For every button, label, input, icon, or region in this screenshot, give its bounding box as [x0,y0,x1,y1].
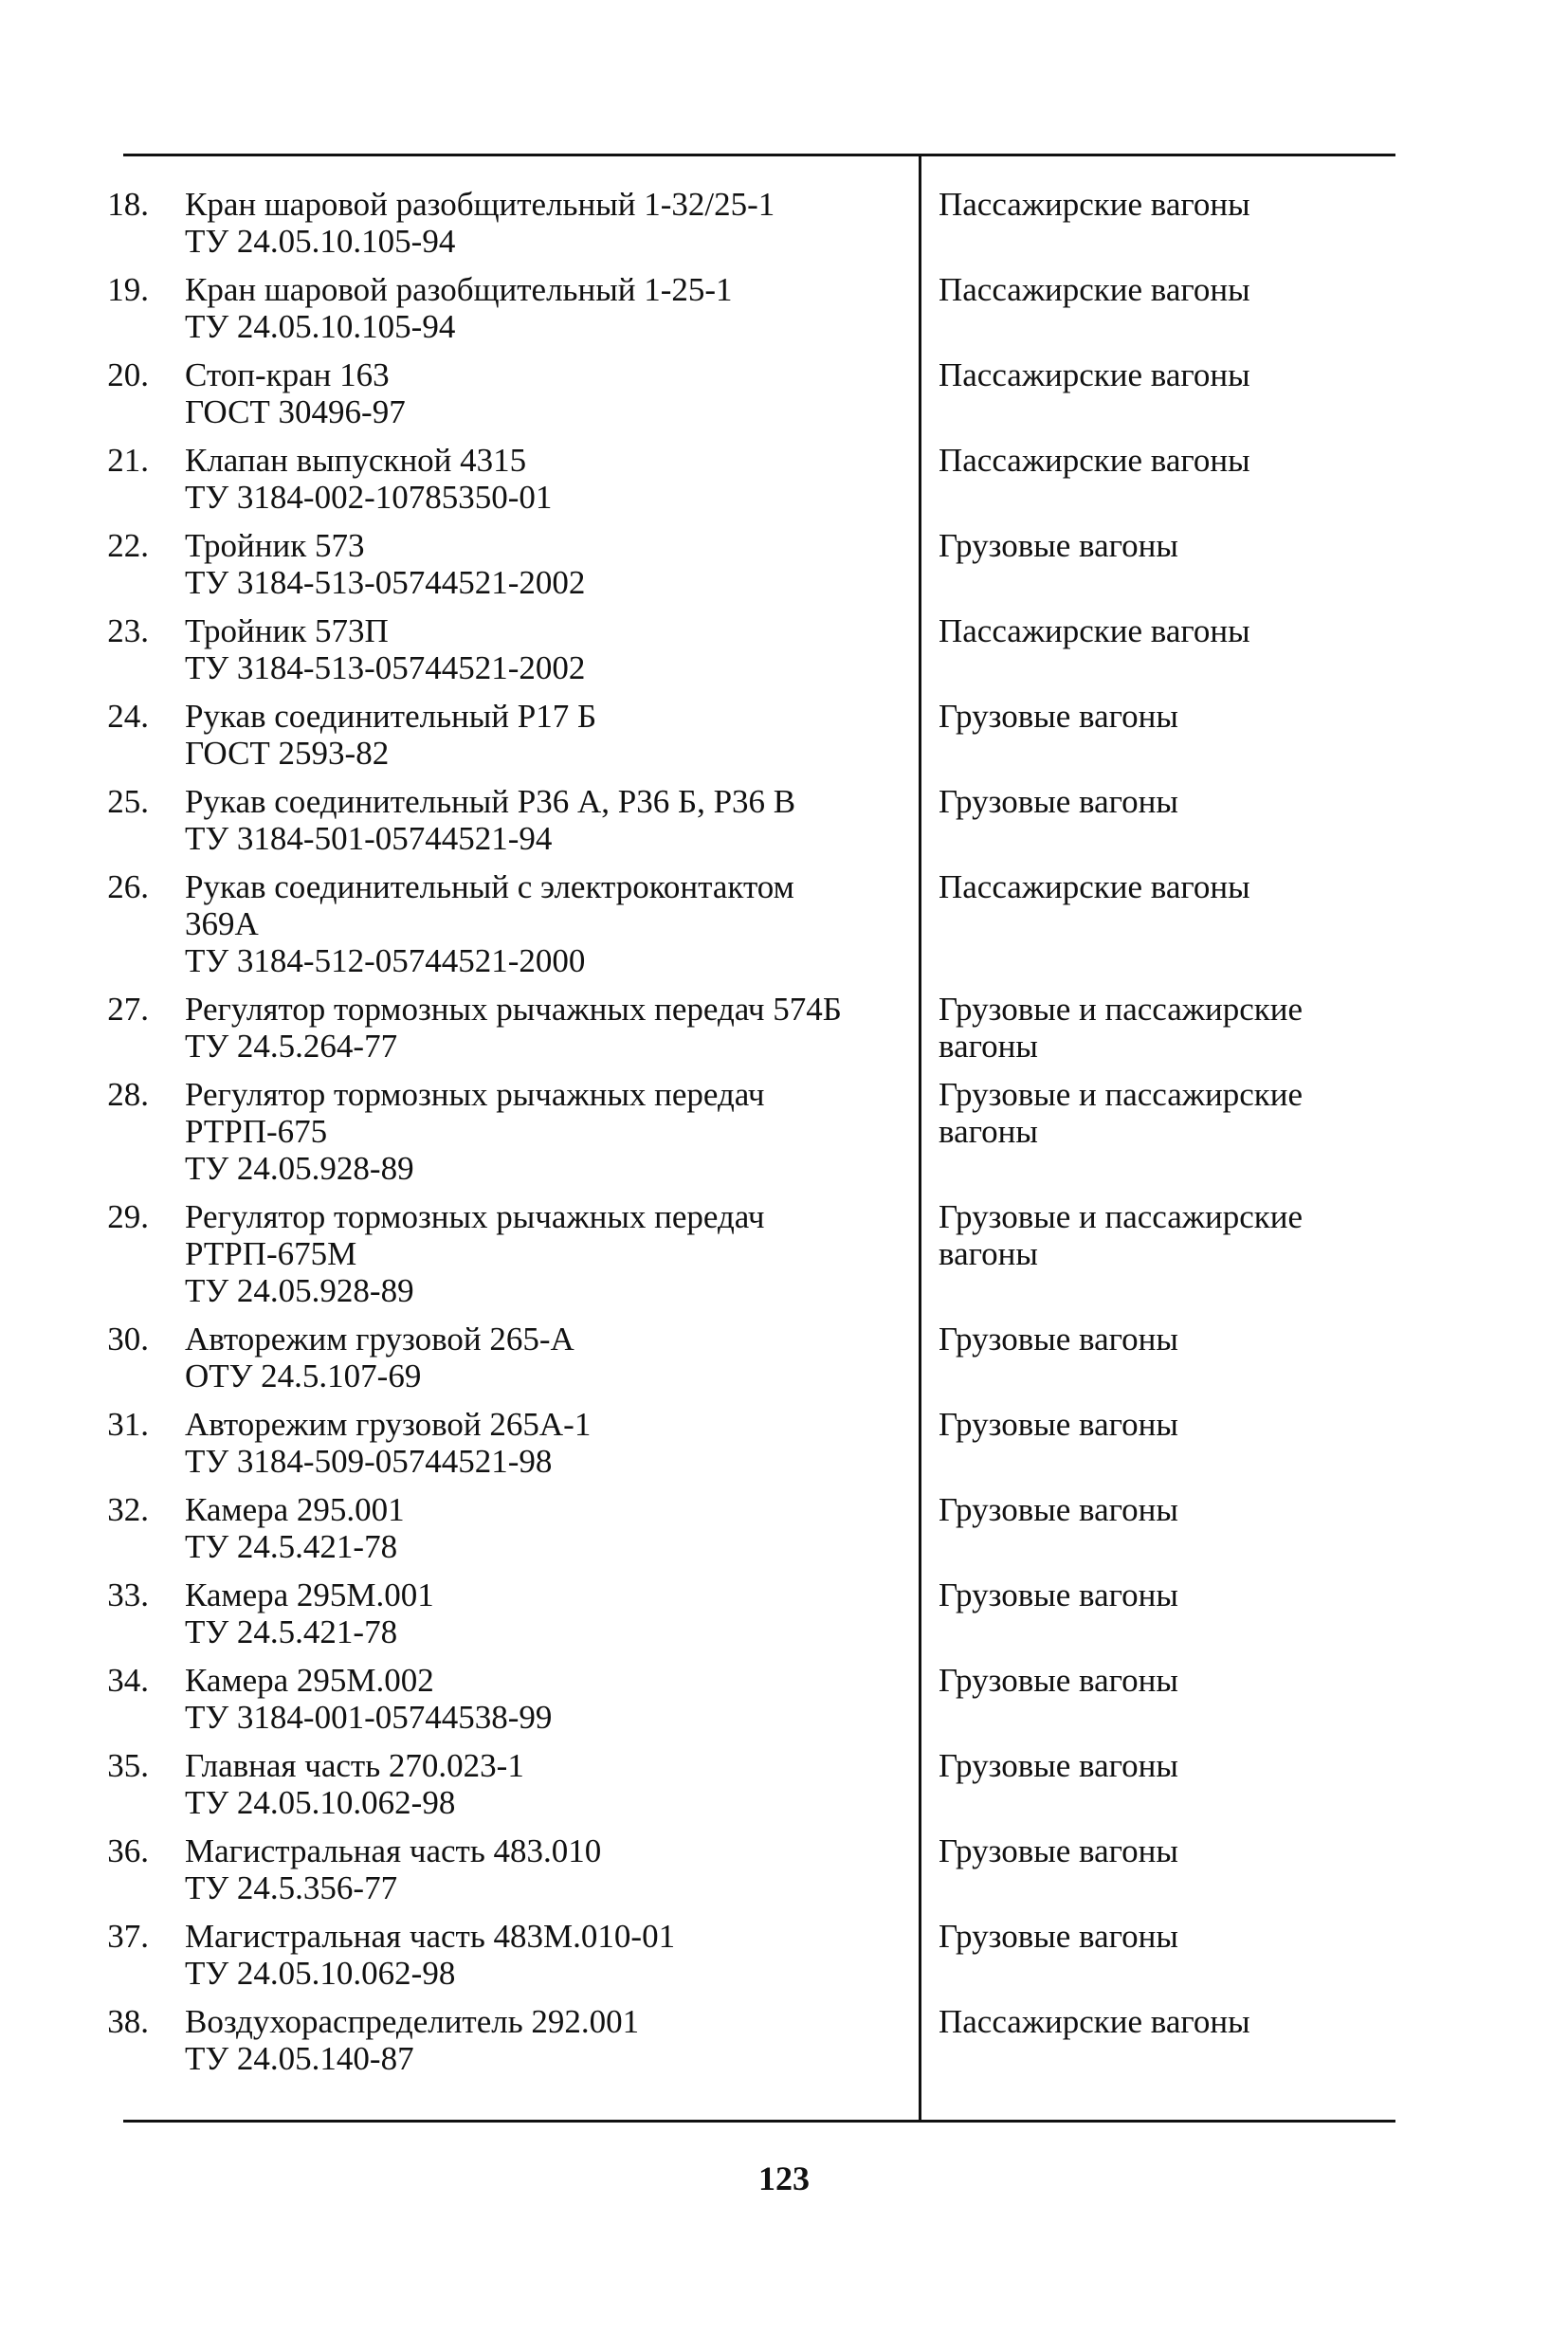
table-row [0,2003,1568,2077]
table-row [0,1918,1568,1992]
equipment-description: Кран шаровой разобщительный 1-32/25-1 ТУ 24.05.10.105-94 [185,186,775,260]
application-scope: Пассажирские вагоны [939,442,1250,479]
equipment-description: Регулятор тормозных рычажных передач 574Б ТУ 24.5.264-77 [185,991,842,1065]
equipment-description: Регулятор тормозных рычажных передач РТРП-675М ТУ 24.05.928-89 [185,1198,765,1309]
table-row [0,612,1568,686]
row-number: 21. [107,442,149,479]
application-scope: Грузовые вагоны [939,1832,1178,1869]
equipment-description: Тройник 573 ТУ 3184-513-05744521-2002 [185,527,586,601]
application-scope: Грузовые вагоны [939,1406,1178,1443]
application-scope: Пассажирские вагоны [939,356,1250,393]
table-row [0,1321,1568,1394]
row-number: 18. [107,186,149,223]
row-number: 34. [107,1662,149,1699]
equipment-description: Камера 295М.001 ТУ 24.5.421-78 [185,1576,434,1650]
row-number: 27. [107,991,149,1028]
row-number: 32. [107,1491,149,1528]
equipment-description: Главная часть 270.023-1 ТУ 24.05.10.062-98 [185,1747,524,1821]
equipment-description: Камера 295.001 ТУ 24.5.421-78 [185,1491,405,1565]
table-row [0,442,1568,516]
equipment-description: Рукав соединительный Р36 А, Р36 Б, Р36 В ТУ 3184-501-05744521-94 [185,783,796,857]
table-top-rule [123,154,1395,156]
table-row [0,1832,1568,1906]
table-row [0,1406,1568,1480]
row-number: 20. [107,356,149,393]
row-number: 19. [107,271,149,308]
application-scope: Грузовые вагоны [939,1747,1178,1784]
equipment-description: Авторежим грузовой 265-А ОТУ 24.5.107-69 [185,1321,574,1394]
application-scope: Пассажирские вагоны [939,2003,1250,2040]
application-scope: Грузовые вагоны [939,1321,1178,1358]
equipment-table [0,186,1568,2088]
table-row [0,1198,1568,1309]
application-scope: Грузовые вагоны [939,527,1178,564]
row-number: 30. [107,1321,149,1358]
table-row [0,356,1568,430]
table-row [0,1491,1568,1565]
equipment-description: Магистральная часть 483М.010-01 ТУ 24.05.10.062-98 [185,1918,676,1992]
application-scope: Пассажирские вагоны [939,186,1250,223]
table-row [0,783,1568,857]
table-row [0,868,1568,979]
application-scope: Грузовые и пассажирские вагоны [939,1076,1304,1150]
application-scope: Грузовые вагоны [939,1576,1178,1613]
row-number: 24. [107,698,149,735]
table-row [0,527,1568,601]
equipment-description: Стоп-кран 163 ГОСТ 30496-97 [185,356,406,430]
equipment-description: Воздухораспределитель 292.001 ТУ 24.05.140-87 [185,2003,640,2077]
equipment-description: Кран шаровой разобщительный 1-25-1 ТУ 24.05.10.105-94 [185,271,733,345]
equipment-description: Регулятор тормозных рычажных передач РТРП-675 ТУ 24.05.928-89 [185,1076,765,1187]
table-row [0,1076,1568,1187]
application-scope: Грузовые и пассажирские вагоны [939,991,1304,1065]
equipment-description: Тройник 573П ТУ 3184-513-05744521-2002 [185,612,586,686]
equipment-description: Клапан выпускной 4315 ТУ 3184-002-10785350-01 [185,442,553,516]
equipment-description: Рукав соединительный с электроконтактом 369А ТУ 3184-512-05744521-2000 [185,868,794,979]
table-bottom-rule [123,2120,1395,2123]
table-row [0,1662,1568,1736]
application-scope: Грузовые вагоны [939,783,1178,820]
row-number: 33. [107,1576,149,1613]
equipment-description: Рукав соединительный Р17 Б ГОСТ 2593-82 [185,698,597,772]
row-number: 35. [107,1747,149,1784]
equipment-description: Магистральная часть 483.010 ТУ 24.5.356-77 [185,1832,602,1906]
application-scope: Грузовые вагоны [939,1918,1178,1955]
row-number: 26. [107,868,149,905]
table-row [0,991,1568,1065]
row-number: 23. [107,612,149,649]
application-scope: Пассажирские вагоны [939,868,1250,905]
row-number: 31. [107,1406,149,1443]
equipment-description: Камера 295М.002 ТУ 3184-001-05744538-99 [185,1662,553,1736]
row-number: 29. [107,1198,149,1235]
application-scope: Пассажирские вагоны [939,612,1250,649]
row-number: 28. [107,1076,149,1113]
application-scope: Пассажирские вагоны [939,271,1250,308]
table-row [0,271,1568,345]
table-row [0,698,1568,772]
application-scope: Грузовые вагоны [939,698,1178,735]
application-scope: Грузовые и пассажирские вагоны [939,1198,1304,1272]
table-row [0,1576,1568,1650]
table-row [0,1747,1568,1821]
equipment-description: Авторежим грузовой 265А-1 ТУ 3184-509-05744521-98 [185,1406,592,1480]
row-number: 38. [107,2003,149,2040]
row-number: 36. [107,1832,149,1869]
table-row [0,186,1568,260]
row-number: 37. [107,1918,149,1955]
application-scope: Грузовые вагоны [939,1662,1178,1699]
row-number: 22. [107,527,149,564]
row-number: 25. [107,783,149,820]
page-number: 123 [758,2160,810,2197]
application-scope: Грузовые вагоны [939,1491,1178,1528]
